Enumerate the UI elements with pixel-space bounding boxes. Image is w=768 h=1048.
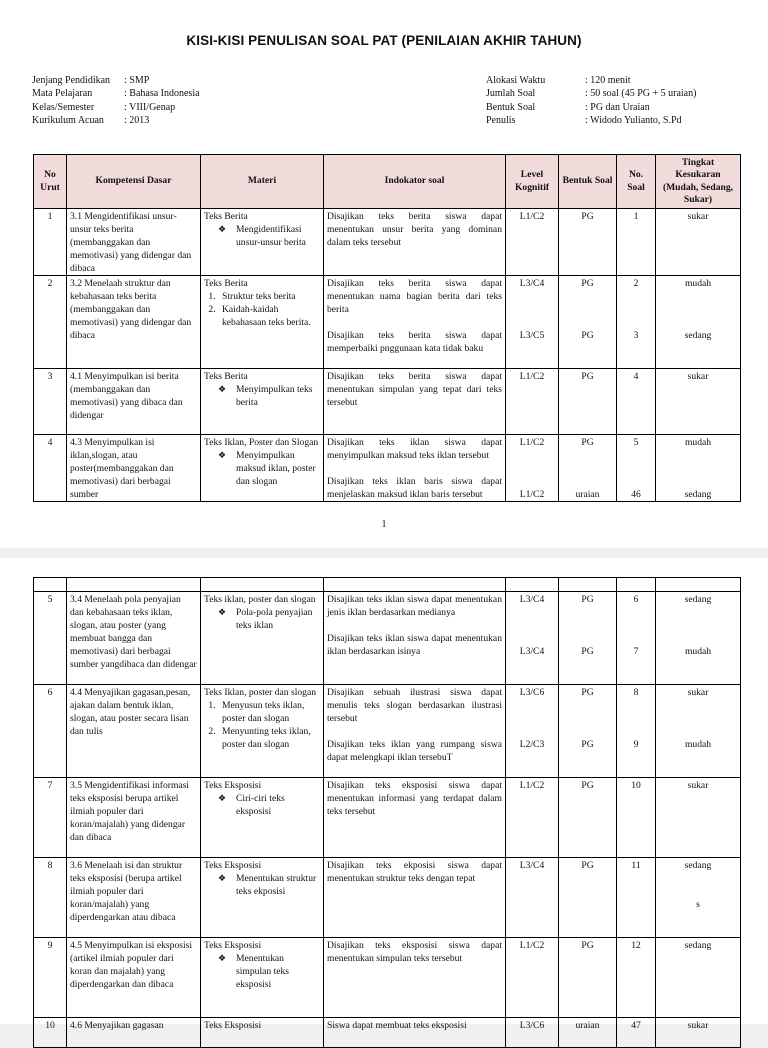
tingkat-value: s <box>696 899 700 910</box>
cell-indikator <box>324 938 506 1018</box>
nosoal-value: 8 <box>633 687 639 698</box>
cell-nosoal <box>617 1018 656 1048</box>
nosoal-value: 1 <box>633 211 639 222</box>
cell-indikator <box>324 435 506 502</box>
cell-bentuk <box>559 1018 617 1048</box>
indikator-text: Disajikan teks berita siswa dapat menentukan nama bagian berita dari teks berita <box>327 278 502 315</box>
spacer <box>620 316 652 329</box>
materi-title: Teks Berita <box>204 371 248 382</box>
cell-no: 7 <box>34 778 67 858</box>
cell-tingkat <box>656 369 741 435</box>
tingkat-value: mudah <box>684 739 712 750</box>
spacer <box>327 316 502 329</box>
spacer <box>620 290 652 303</box>
cell-level <box>506 778 559 858</box>
materi-item: ❖ Menyimpulkan teks berita <box>218 383 320 409</box>
cell-no: 4 <box>34 435 67 502</box>
materi-item: 2. Kaidah-kaidah kebahasaan teks berita. <box>218 303 320 329</box>
cell-kompetensi: 3.6 Menelaah isi dan struktur teks eksposisi (berupa artikel ilmiah populer dari koran/majalah) yang diperdengarkan atau dibaca <box>67 858 201 938</box>
meta-label: Jenjang Pendidikan <box>32 75 111 86</box>
level-value: L1/C2 <box>519 211 545 222</box>
nosoal-value: 5 <box>633 437 639 448</box>
meta-info-right <box>486 74 696 127</box>
cell-nosoal <box>617 592 656 685</box>
spacer <box>562 449 613 462</box>
meta-row <box>486 101 696 114</box>
cell-kompetensi: 3.4 Menelaah pola penyajian dan kebahasaan teks iklan, slogan, atau poster (yang membuat bangga dan memotivasi) dari berbagai sumber yangdibaca dan didengar <box>67 592 201 685</box>
bentuk-value: PG <box>581 940 594 951</box>
level-value: L1/C2 <box>519 780 545 791</box>
materi-list <box>204 606 320 632</box>
spacer <box>659 316 737 329</box>
nosoal-value: 47 <box>631 1020 641 1031</box>
spacer <box>562 303 613 316</box>
spacer <box>620 462 652 475</box>
materi-item: ❖ Ciri-ciri teks eksposisi <box>218 792 320 818</box>
nosoal-value: 4 <box>633 371 639 382</box>
tingkat-value: sukar <box>687 687 709 698</box>
tingkat-value: sukar <box>687 780 709 791</box>
meta-row <box>32 114 200 127</box>
spacer <box>562 712 613 725</box>
cell-kompetensi: 4.3 Menyimpulkan isi iklan,slogan, atau poster(membanggakan dan memotivasi) dari berbagai sumber <box>67 435 201 502</box>
materi-list <box>204 872 320 898</box>
bentuk-value: PG <box>581 860 594 871</box>
meta-value: : 2013 <box>124 114 150 126</box>
nosoal-value: 11 <box>631 860 641 871</box>
spacer <box>620 712 652 725</box>
page-number: 1 <box>381 519 387 530</box>
spacer <box>659 872 737 885</box>
bentuk-value: PG <box>581 646 594 657</box>
cell-nosoal <box>617 858 656 938</box>
cell-no: 8 <box>34 858 67 938</box>
cell-level <box>506 209 559 276</box>
meta-info-left <box>32 74 200 127</box>
cell-nosoal <box>617 276 656 369</box>
table-row <box>34 938 741 1018</box>
spacer <box>509 632 555 645</box>
bentuk-value: PG <box>581 437 594 448</box>
tingkat-value: sukar <box>687 1020 709 1031</box>
bentuk-value: PG <box>581 211 594 222</box>
cell-indikator <box>324 209 506 276</box>
spacer <box>620 725 652 738</box>
spacer <box>509 699 555 712</box>
nosoal-value: 10 <box>631 780 641 791</box>
meta-row <box>32 74 200 87</box>
materi-item: ❖ Menyimpulkan maksud iklan, poster dan slogan <box>218 449 320 488</box>
meta-row <box>32 101 200 114</box>
cell-bentuk <box>559 858 617 938</box>
materi-item: 1. Struktur teks berita <box>218 290 320 303</box>
level-value: L1/C2 <box>519 940 545 951</box>
table-row <box>34 369 741 435</box>
header-indikator: Indokator soal <box>324 155 506 209</box>
level-value: L3/C4 <box>519 646 545 657</box>
meta-value: : Bahasa Indonesia <box>124 88 200 100</box>
cell-tingkat <box>656 685 741 778</box>
spacer <box>509 725 555 738</box>
spacer <box>659 606 737 619</box>
spacer <box>659 290 737 303</box>
spacer <box>620 606 652 619</box>
cell-kompetensi: 4.4 Menyajikan gagasan,pesan, ajakan dalam bentuk iklan, slogan, atau poster secara lisan dan tulis <box>67 685 201 778</box>
spacer <box>620 619 652 632</box>
table-row <box>34 778 741 858</box>
spacer <box>620 475 652 488</box>
spacer <box>620 632 652 645</box>
nosoal-value: 3 <box>633 330 639 341</box>
spacer <box>620 303 652 316</box>
meta-value: : SMP <box>124 75 150 86</box>
kisi-kisi-table-continued <box>33 577 741 1048</box>
tingkat-value: sukar <box>687 211 709 222</box>
meta-value: : 120 menit <box>585 75 631 86</box>
cell-materi <box>201 858 324 938</box>
materi-title: Teks Berita <box>204 211 248 222</box>
cell-bentuk <box>559 276 617 369</box>
materi-title: Teks Eksposisi <box>204 860 262 871</box>
spacer <box>562 699 613 712</box>
table-body <box>34 578 741 1048</box>
materi-list <box>204 449 320 488</box>
cell-tingkat <box>656 938 741 1018</box>
materi-title: Teks Eksposisi <box>204 780 262 791</box>
level-value: L3/C4 <box>519 594 545 605</box>
cell-indikator <box>324 685 506 778</box>
bentuk-value: PG <box>581 594 594 605</box>
cell-bentuk <box>559 369 617 435</box>
spacer <box>562 475 613 488</box>
cell-level <box>506 685 559 778</box>
meta-value: : 50 soal (45 PG + 5 uraian) <box>585 88 697 100</box>
cell-indikator <box>324 276 506 369</box>
cell-kompetensi: 4.6 Menyajikan gagasan <box>67 1018 201 1048</box>
materi-item: ❖ Pola-pola penyajian teks iklan <box>218 606 320 632</box>
spacer <box>562 606 613 619</box>
meta-label: Kelas/Semester <box>32 101 95 113</box>
indikator-text: Disajikan teks berita siswa dapat memperbaiki pnggunaan kata tidak baku <box>327 330 502 354</box>
spacer <box>659 725 737 738</box>
cell-no: 10 <box>34 1018 67 1048</box>
bentuk-value: PG <box>581 780 594 791</box>
cell-indikator <box>324 1018 506 1048</box>
level-value: L1/C2 <box>519 489 545 500</box>
materi-item: 1. Menyusun teks iklan, poster dan slogan <box>218 699 320 725</box>
level-value: L3/C4 <box>519 278 545 289</box>
nosoal-value: 2 <box>633 278 639 289</box>
level-value: L3/C6 <box>519 1020 545 1031</box>
spacer <box>562 632 613 645</box>
cell-kompetensi: 3.5 Mengidentifikasi informasi teks eksposisi berupa artikel ilmiah populer dari koran/majalah) yang didengar dan dibaca <box>67 778 201 858</box>
meta-row <box>486 87 696 100</box>
cell-tingkat <box>656 209 741 276</box>
indikator-text: Disajikan teks berita siswa dapat menentukan simpulan yang tepat dari teks tersebut <box>327 371 502 408</box>
spacer <box>659 475 737 488</box>
cell-no: 1 <box>34 209 67 276</box>
header-no-soal: No. Soal <box>617 155 656 209</box>
cell-kompetensi: 4.5 Menyimpulkan isi eksposisi (artikel ilmiah populer dari koran dan majalah) yang diperdengarkan dan dibaca <box>67 938 201 1018</box>
bentuk-value: PG <box>581 371 594 382</box>
spacer <box>562 316 613 329</box>
cell-tingkat <box>656 276 741 369</box>
kisi-kisi-table <box>33 154 741 502</box>
indikator-text: Siswa dapat membuat teks eksposisi <box>327 1020 467 1031</box>
level-value: L3/C6 <box>519 687 545 698</box>
cell-tingkat <box>656 435 741 502</box>
tingkat-value: sedang <box>684 489 712 500</box>
spacer <box>509 449 555 462</box>
cell-no: 3 <box>34 369 67 435</box>
bentuk-value: PG <box>581 278 594 289</box>
spacer <box>562 725 613 738</box>
cell-nosoal <box>617 369 656 435</box>
cell-indikator <box>324 369 506 435</box>
table-row <box>34 276 741 369</box>
cell-bentuk <box>559 938 617 1018</box>
spacer <box>659 449 737 462</box>
materi-item: ❖ Menentukan struktur teks ekposisi <box>218 872 320 898</box>
cell-bentuk <box>559 209 617 276</box>
spacer <box>327 462 502 475</box>
cell-bentuk <box>559 778 617 858</box>
materi-title: Teks Iklan, Poster dan Slogan <box>204 437 319 448</box>
header-materi: Materi <box>201 155 324 209</box>
cell-materi <box>201 778 324 858</box>
spacer <box>659 303 737 316</box>
bentuk-value: uraian <box>575 1020 600 1031</box>
table-header-row-repeat <box>34 578 741 592</box>
indikator-text: Disajikan teks iklan yang rumpang siswa dapat melengkapi iklan tersebuT <box>327 739 502 763</box>
cell-materi <box>201 1018 324 1048</box>
meta-label: Mata Pelajaran <box>32 88 93 100</box>
cell-materi <box>201 369 324 435</box>
level-value: L2/C3 <box>519 739 545 750</box>
meta-label: Bentuk Soal <box>486 101 536 113</box>
spacer <box>659 632 737 645</box>
cell-level <box>506 276 559 369</box>
table-row <box>34 685 741 778</box>
spacer <box>562 290 613 303</box>
cell-nosoal <box>617 778 656 858</box>
cell-indikator <box>324 778 506 858</box>
table-row <box>34 1018 741 1048</box>
tingkat-value: sedang <box>684 594 712 605</box>
cell-bentuk <box>559 435 617 502</box>
header-tingkat: Tingkat Kesukaran (Mudah, Sedang, Sukar) <box>656 155 741 209</box>
cell-kompetensi: 3.1 Mengidentifikasi unsur-unsur teks berita (membanggakan dan memotivasi) yang didengar dan dibaca <box>67 209 201 276</box>
meta-value: : PG dan Uraian <box>585 101 650 113</box>
materi-title: Teks iklan, poster dan slogan <box>204 594 316 605</box>
cell-level <box>506 592 559 685</box>
cell-materi <box>201 592 324 685</box>
spacer <box>659 462 737 475</box>
materi-title: Teks Berita <box>204 278 248 289</box>
cell-bentuk <box>559 685 617 778</box>
materi-list <box>204 290 320 329</box>
meta-label: Alokasi Waktu <box>486 75 546 86</box>
spacer <box>509 619 555 632</box>
tingkat-value: mudah <box>684 646 712 657</box>
tingkat-value: sedang <box>684 860 712 871</box>
spacer <box>659 699 737 712</box>
meta-row <box>486 114 696 127</box>
spacer <box>509 606 555 619</box>
level-value: L1/C2 <box>519 371 545 382</box>
cell-tingkat <box>656 1018 741 1048</box>
cell-kompetensi: 4.1 Menyimpulkan isi berita (membanggakan dan memotivasi) yang dibaca dan didengar <box>67 369 201 435</box>
indikator-text: Disajikan teks eksposisi siswa dapat menentukan informasi yang terdapat dalam teks tersebut <box>327 780 502 817</box>
spacer <box>562 619 613 632</box>
cell-materi <box>201 276 324 369</box>
cell-materi <box>201 938 324 1018</box>
meta-value: : Widodo Yulianto, S.Pd <box>585 114 682 126</box>
nosoal-value: 9 <box>633 739 639 750</box>
spacer <box>327 725 502 738</box>
meta-value: : VIII/Genap <box>124 101 176 113</box>
materi-list <box>204 699 320 751</box>
cell-tingkat <box>656 778 741 858</box>
spacer <box>509 316 555 329</box>
cell-level <box>506 1018 559 1048</box>
spacer <box>659 885 737 898</box>
cell-materi <box>201 209 324 276</box>
materi-item: 2. Menyunting teks iklan, poster dan slogan <box>218 725 320 751</box>
spacer <box>620 449 652 462</box>
cell-tingkat <box>656 858 741 938</box>
materi-title: Teks Eksposisi <box>204 1020 262 1031</box>
level-value: L3/C5 <box>519 330 545 341</box>
cell-materi <box>201 685 324 778</box>
meta-label: Jumlah Soal <box>486 88 536 100</box>
header-bentuk: Bentuk Soal <box>559 155 617 209</box>
spacer <box>509 290 555 303</box>
meta-row <box>486 74 696 87</box>
indikator-text: Disajikan sebuah ilustrasi siswa dapat menulis teks slogan berdasarkan ilustrasi tersebut <box>327 687 502 724</box>
nosoal-value: 7 <box>633 646 639 657</box>
cell-nosoal <box>617 435 656 502</box>
table-body <box>34 209 741 502</box>
bentuk-value: PG <box>581 739 594 750</box>
cell-indikator <box>324 858 506 938</box>
tingkat-value: mudah <box>684 278 712 289</box>
table-row <box>34 858 741 938</box>
cell-nosoal <box>617 209 656 276</box>
table-row <box>34 435 741 502</box>
materi-item: ❖ Mengidentifikasi unsur-unsur berita <box>218 223 320 249</box>
table-row <box>34 209 741 276</box>
cell-bentuk <box>559 592 617 685</box>
cell-no: 2 <box>34 276 67 369</box>
tingkat-value: sukar <box>687 371 709 382</box>
cell-no: 6 <box>34 685 67 778</box>
materi-list <box>204 952 320 991</box>
spacer <box>327 619 502 632</box>
bentuk-value: PG <box>581 330 594 341</box>
cell-tingkat <box>656 592 741 685</box>
level-value: L3/C4 <box>519 860 545 871</box>
indikator-text: Disajikan teks iklan siswa dapat menentukan iklan berdasarkan isinya <box>327 633 502 657</box>
nosoal-value: 46 <box>631 489 641 500</box>
indikator-text: Disajikan teks ekposisi siswa dapat menentukan struktur teks dengan tepat <box>327 860 502 884</box>
indikator-text: Disajikan teks iklan baris siswa dapat menjelaskan maksud iklan baris tersebut <box>327 476 502 500</box>
cell-nosoal <box>617 685 656 778</box>
level-value: L1/C2 <box>519 437 545 448</box>
indikator-text: Disajikan teks iklan siswa dapat menyimpulkan maksud teks iklan tersebut <box>327 437 502 461</box>
header-kompetensi: Kompetensi Dasar <box>67 155 201 209</box>
header-no: No Urut <box>34 155 67 209</box>
materi-list <box>204 383 320 409</box>
cell-level <box>506 858 559 938</box>
cell-nosoal <box>617 938 656 1018</box>
materi-title: Teks Eksposisi <box>204 940 262 951</box>
spacer <box>562 462 613 475</box>
document-title: KISI-KISI PENULISAN SOAL PAT (PENILAIAN AKHIR TAHUN) <box>186 33 582 48</box>
materi-list <box>204 223 320 249</box>
indikator-text: Disajikan teks berita siswa dapat menentukan unsur berita yang dominan dalam teks tersebut <box>327 211 502 248</box>
table-header-row <box>34 155 741 209</box>
bentuk-value: PG <box>581 687 594 698</box>
meta-row <box>32 87 200 100</box>
materi-title: Teks Iklan, poster dan slogan <box>204 687 317 698</box>
spacer <box>509 303 555 316</box>
cell-level <box>506 938 559 1018</box>
materi-list <box>204 792 320 818</box>
tingkat-value: sedang <box>684 330 712 341</box>
spacer <box>509 475 555 488</box>
meta-label: Kurikulum Acuan <box>32 114 104 126</box>
tingkat-value: mudah <box>684 437 712 448</box>
indikator-text: Disajikan teks eksposisi siswa dapat menentukan simpulan teks tersebut <box>327 940 502 964</box>
spacer <box>509 462 555 475</box>
cell-level <box>506 369 559 435</box>
cell-level <box>506 435 559 502</box>
cell-kompetensi: 3.2 Menelaah struktur dan kebahasaan teks berita (membanggakan dan memotivasi) yang didengar dan dibaca <box>67 276 201 369</box>
spacer <box>509 712 555 725</box>
spacer <box>659 619 737 632</box>
cell-no: 5 <box>34 592 67 685</box>
cell-indikator <box>324 592 506 685</box>
cell-materi <box>201 435 324 502</box>
meta-label: Penulis <box>486 114 516 126</box>
nosoal-value: 12 <box>631 940 641 951</box>
table-row <box>34 592 741 685</box>
materi-item: ❖ Menentukan simpulan teks eksposisi <box>218 952 320 991</box>
bentuk-value: uraian <box>575 489 600 500</box>
indikator-text: Disajikan teks iklan siswa dapat menentukan jenis iklan berdasarkan medianya <box>327 594 502 618</box>
spacer <box>620 699 652 712</box>
cell-no: 9 <box>34 938 67 1018</box>
header-level: Level Kognitif <box>506 155 559 209</box>
nosoal-value: 6 <box>633 594 639 605</box>
tingkat-value: sedang <box>684 940 712 951</box>
spacer <box>659 712 737 725</box>
